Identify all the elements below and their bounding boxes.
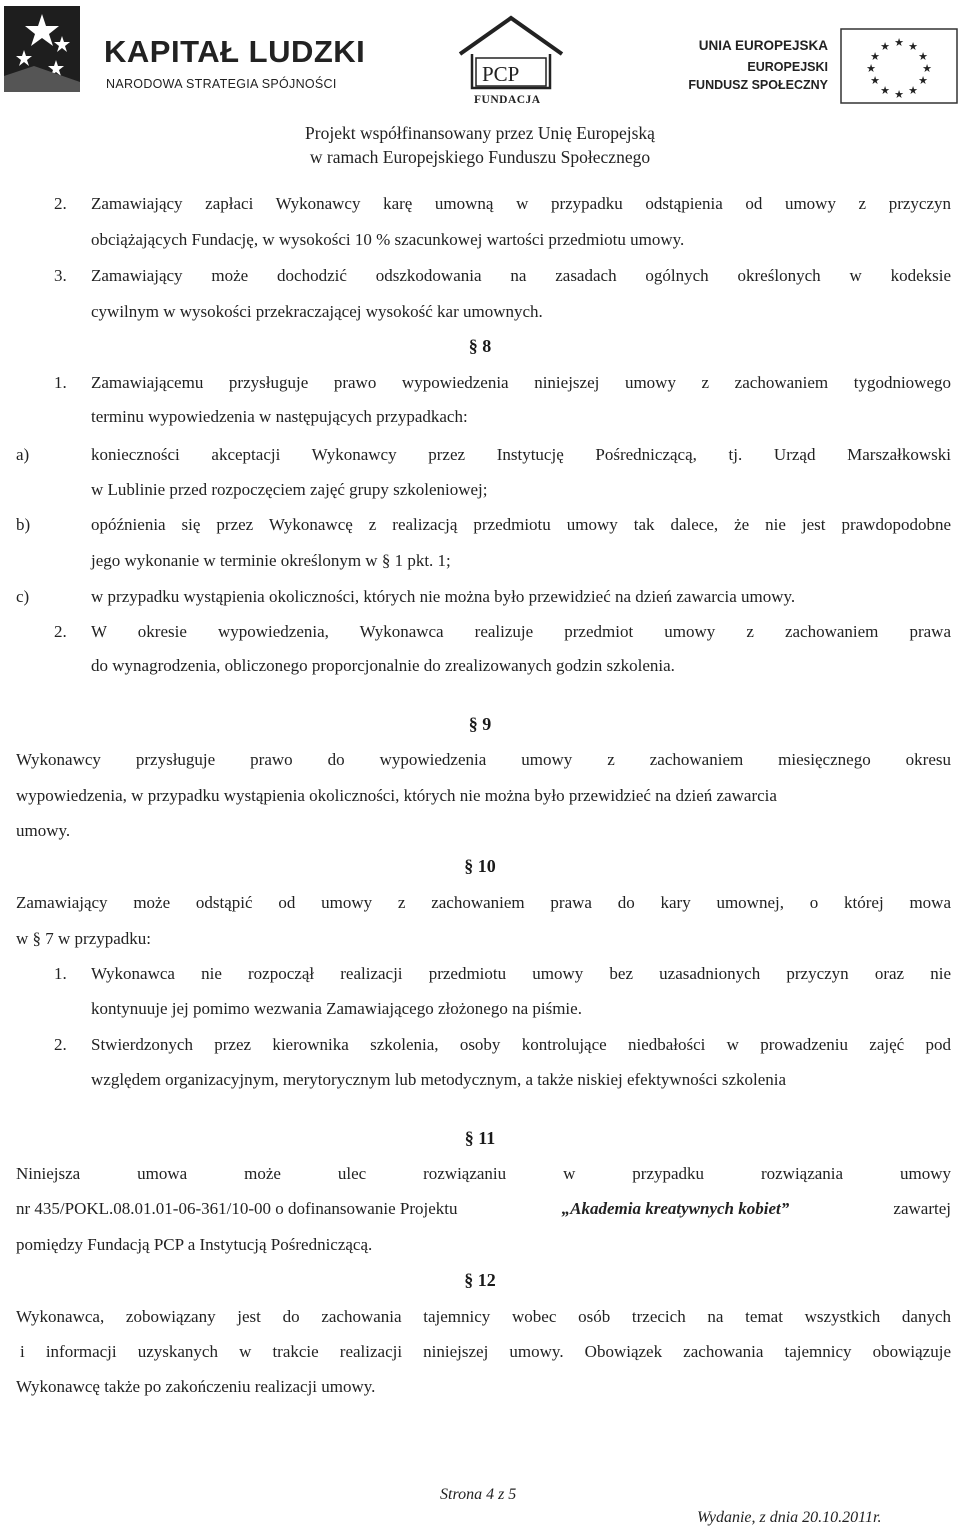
section-9-heading: § 9 — [468, 714, 492, 734]
svg-text:★: ★ — [894, 36, 904, 49]
pcp-logo-subtitle: FUNDACJA — [474, 94, 541, 106]
item-3-number: 3. — [54, 266, 67, 285]
item-3-line-2: cywilnym w wysokości przekraczającej wysokość kar umownych. — [91, 302, 543, 321]
point-a-label: a) — [16, 445, 30, 464]
section-11-line-2 — [16, 1199, 951, 1219]
contract-number-text: nr 435/POKL.08.01.01-06-361/10-00 o dofinansowanie Projektu — [16, 1199, 458, 1218]
section-8-item-2-line-2: do wynagrodzenia, obliczonego proporcjonalnie do zrealizowanych godzin szkolenia. — [91, 656, 675, 675]
svg-text:★: ★ — [870, 74, 880, 87]
svg-text:★: ★ — [908, 84, 918, 97]
item-2-line-1: Zamawiający zapłaci Wykonawcy karę umowną w przypadku odstąpienia od umowy z przyczyn — [91, 194, 951, 213]
section-9-line-2: wypowiedzenia, w przypadku wystąpienia okoliczności, których nie można było przewidzieć na dzień zawarcia — [16, 786, 777, 805]
eu-title: UNIA EUROPEJSKA — [698, 38, 828, 53]
point-a-line-1: konieczności akceptacji Wykonawcy przez Instytucję Pośredniczącą, tj. Urząd Marszałkowski — [91, 445, 951, 464]
section-8-item-2-line-1: W okresie wypowiedzenia, Wykonawca realizuje przedmiot umowy z zachowaniem prawa — [91, 622, 951, 641]
point-b-line-2: jego wykonanie w terminie określonym w § 1 pkt. 1; — [91, 551, 451, 570]
svg-text:★: ★ — [894, 88, 904, 101]
section-10-item-1-number: 1. — [54, 964, 67, 983]
project-line-1: Projekt współfinansowany przez Unię Europejską — [305, 123, 655, 143]
kapital-ludzki-subtitle: NARODOWA STRATEGIA SPÓJNOŚCI — [106, 77, 337, 91]
svg-text:★: ★ — [866, 62, 876, 75]
section-12-line-1: Wykonawca, zobowiązany jest do zachowania tajemnicy wobec osób trzecich na temat wszystkich danych — [16, 1307, 951, 1326]
section-11-line-3: pomiędzy Fundacją PCP a Instytucją Pośredniczącą. — [16, 1235, 373, 1254]
item-2-line-2: obciążających Fundację, w wysokości 10 % szacunkowej wartości przedmiotu umowy. — [91, 230, 685, 249]
svg-text:★: ★ — [918, 50, 928, 63]
section-8-item-1-line-1: Zamawiającemu przysługuje prawo wypowiedzenia niniejszej umowy z zachowaniem tygodniowego — [91, 373, 951, 392]
point-b-label: b) — [16, 515, 31, 534]
section-10-item-2-line-1: Stwierdzonych przez kierownika szkolenia, osoby kontrolujące niedbałości w prowadzeniu zajęć pod — [91, 1035, 951, 1054]
kapital-ludzki-title: KAPITAŁ LUDZKI — [104, 34, 366, 69]
section-8-item-1-number: 1. — [54, 373, 67, 392]
section-10-item-2-number: 2. — [54, 1035, 67, 1054]
pcp-logo-text: PCP — [482, 62, 520, 86]
section-8-heading: § 8 — [468, 336, 492, 356]
section-12-heading: § 12 — [464, 1270, 496, 1290]
eu-fund-line1: EUROPEJSKI — [747, 60, 828, 74]
item-2-number: 2. — [54, 194, 67, 213]
page-number: Strona 4 z 5 — [440, 1486, 517, 1503]
point-c-label: c) — [16, 587, 30, 606]
section-10-item-1-line-2: kontynuuje jej pomimo wezwania Zamawiającego złożonego na piśmie. — [91, 999, 582, 1018]
project-line-2: w ramach Europejskiego Funduszu Społecznego — [309, 147, 651, 167]
eu-logo — [672, 28, 960, 110]
section-12-line-3: Wykonawcę także po zakończeniu realizacji umowy. — [16, 1377, 376, 1396]
kapital-ludzki-logo — [4, 2, 364, 110]
svg-text:★: ★ — [908, 40, 918, 53]
point-c-line-1: w przypadku wystąpienia okoliczności, których nie można było przewidzieć na dzień zawarcia umowy. — [91, 587, 796, 606]
section-11-heading: § 11 — [464, 1128, 496, 1148]
svg-text:★: ★ — [918, 74, 928, 87]
point-a-line-2: w Lublinie przed rozpoczęciem zajęć grupy szkoleniowej; — [91, 480, 488, 499]
section-10-item-1-line-1: Wykonawca nie rozpoczął realizacji przedmiotu umowy bez uzasadnionych przyczyn oraz nie — [91, 964, 951, 983]
section-11-line-1: Niniejsza umowa może ulec rozwiązaniu w przypadku rozwiązania umowy — [16, 1164, 951, 1183]
svg-text:★: ★ — [922, 62, 932, 75]
section-10-line-2: w § 7 w przypadku: — [16, 929, 152, 948]
section-9-line-3: umowy. — [16, 821, 71, 840]
pcp-foundation-logo — [456, 14, 566, 104]
kapital-ludzki-emblem-icon — [4, 6, 80, 92]
section-10-heading: § 10 — [464, 856, 496, 876]
section-10-item-2-line-2: względem organizacyjnym, merytorycznym lub metodycznym, a także niskiej efektywności szkolenia — [91, 1070, 787, 1089]
section-8-item-2-number: 2. — [54, 622, 67, 641]
section-9-line-1: Wykonawcy przysługuje prawo do wypowiedzenia umowy z zachowaniem miesięcznego okresu — [16, 750, 951, 769]
svg-text:★: ★ — [880, 84, 890, 97]
section-12-line-2: i informacji uzyskanych w trakcie realizacji niniejszej umowy. Obowiązek zachowania tajemnicy obowiązuje — [20, 1342, 951, 1361]
svg-text:★: ★ — [870, 50, 880, 63]
eu-fund-line2: FUNDUSZ SPOŁECZNY — [688, 78, 828, 92]
project-name: „Akademia kreatywnych kobiet” — [561, 1199, 790, 1218]
eu-flag-icon — [840, 28, 958, 104]
section-10-line-1: Zamawiający może odstąpić od umowy z zachowaniem prawa do kary umownej, o której mowa — [16, 893, 951, 912]
section-11-line-2-end: zawartej — [893, 1199, 951, 1218]
svg-text:★: ★ — [880, 40, 890, 53]
point-b-line-1: opóźnienia się przez Wykonawcę z realizacją przedmiotu umowy tak dalece, że nie jest prawdopodobne — [91, 515, 951, 534]
edition-date: Wydanie, z dnia 20.10.2011r. — [697, 1509, 882, 1526]
item-3-line-1: Zamawiający może dochodzić odszkodowania na zasadach ogólnych określonych w kodeksie — [91, 266, 951, 285]
section-8-item-1-line-2: terminu wypowiedzenia w następujących przypadkach: — [91, 407, 468, 426]
